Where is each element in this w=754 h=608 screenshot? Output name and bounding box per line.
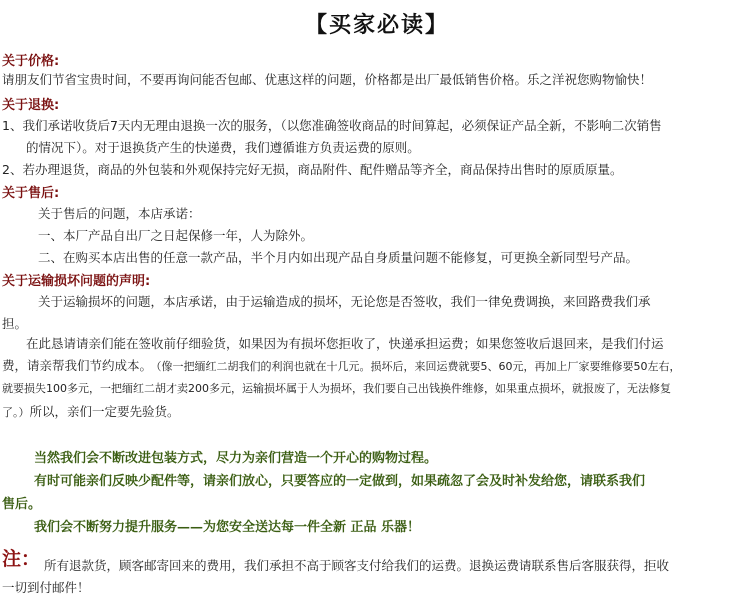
transport-line-3: 在此恳请请亲们能在签收前仔细验货，如果因为有损坏您拒收了，快递承担运费；如果您签收后退回来，是我们付运 xyxy=(26,336,664,351)
transport-small-3: 了。） xyxy=(2,406,30,419)
transport-small-1: （像一把缅红二胡我们的利润也就在十几元。损坏后，来回运费就要5、60元，再加上厂家要维修要50左右， xyxy=(156,360,681,373)
transport-line-5 xyxy=(2,402,180,420)
note-mark: 注： xyxy=(2,548,41,570)
aftersale-heading: 关于售后: xyxy=(2,186,60,201)
transport-line-1: 关于运输损坏的问题，本店承诺，由于运输造成的损坏，无论您是否签收，我们一律免费调换，来回路费我们承 xyxy=(38,294,651,309)
promise-line-3: 售后。 xyxy=(2,497,42,512)
transport-small-2: 就要损失100多元，一把缅红二胡才卖200多元，运输损坏属于人为损坏，我们要自己出钱换件维修，如果重点损坏，就报废了，无法修复 xyxy=(2,382,671,395)
return-line-1: 1、我们承诺收货后7天内无理由退换一次的服务，（以您准确签收商品的时间算起，必须保证产品全新，不影响二次销售 xyxy=(2,118,662,133)
return-heading: 关于退换: xyxy=(2,98,60,113)
promise-line-1: 当然我们会不断改进包装方式，尽力为亲们营造一个开心的购物过程。 xyxy=(34,451,438,466)
transport-line-2: 担。 xyxy=(2,316,28,331)
transport-closing: 所以，亲们一定要先验货。 xyxy=(29,404,180,419)
price-text: 请朋友们节省宝贵时间，不要再询问能否包邮、优惠这样的问题，价格都是出厂最低销售价格。乐之洋祝您购物愉快！ xyxy=(2,72,653,87)
note-line-1: 所有退款货，顾客邮寄回来的费用，我们承担不高于顾客支付给我们的运费。退换运费请联系售后客服获得，拒收 xyxy=(44,558,670,573)
transport-heading: 关于运输损坏问题的声明: xyxy=(2,274,151,289)
return-line-2: 的情况下）。对于退换货产生的快递费，我们遵循谁方负责运费的原则。 xyxy=(26,140,420,155)
promise-line-4: 我们会不断努力提升服务——为您安全送达每一件全新 正品 乐器！ xyxy=(34,520,421,535)
note-line-2: 一切到付邮件！ xyxy=(2,580,90,595)
aftersale-line-3: 二、在购买本店出售的任意一款产品，半个月内如出现产品自身质量问题不能修复，可更换全新同型号产品。 xyxy=(38,250,639,265)
promise-line-2: 有时可能亲们反映少配件等，请亲们放心，只要答应的一定做到，如果疏忽了会及时补发给您，请联系我们 xyxy=(34,474,646,489)
page-title: 【买家必读】 xyxy=(304,12,449,38)
transport-line-4 xyxy=(2,356,681,374)
aftersale-line-1: 关于售后的问题，本店承诺： xyxy=(38,206,201,221)
price-heading: 关于价格: xyxy=(2,54,60,69)
aftersale-line-2: 一、本厂产品自出厂之日起保修一年，人为除外。 xyxy=(38,228,314,243)
return-line-3: 2、若办理退货，商品的外包装和外观保持完好无损，商品附件、配件赠品等齐全，商品保持出售时的原质原量。 xyxy=(2,162,623,177)
transport-line-4-main: 费，请亲帮我们节约成本。 xyxy=(2,358,153,373)
